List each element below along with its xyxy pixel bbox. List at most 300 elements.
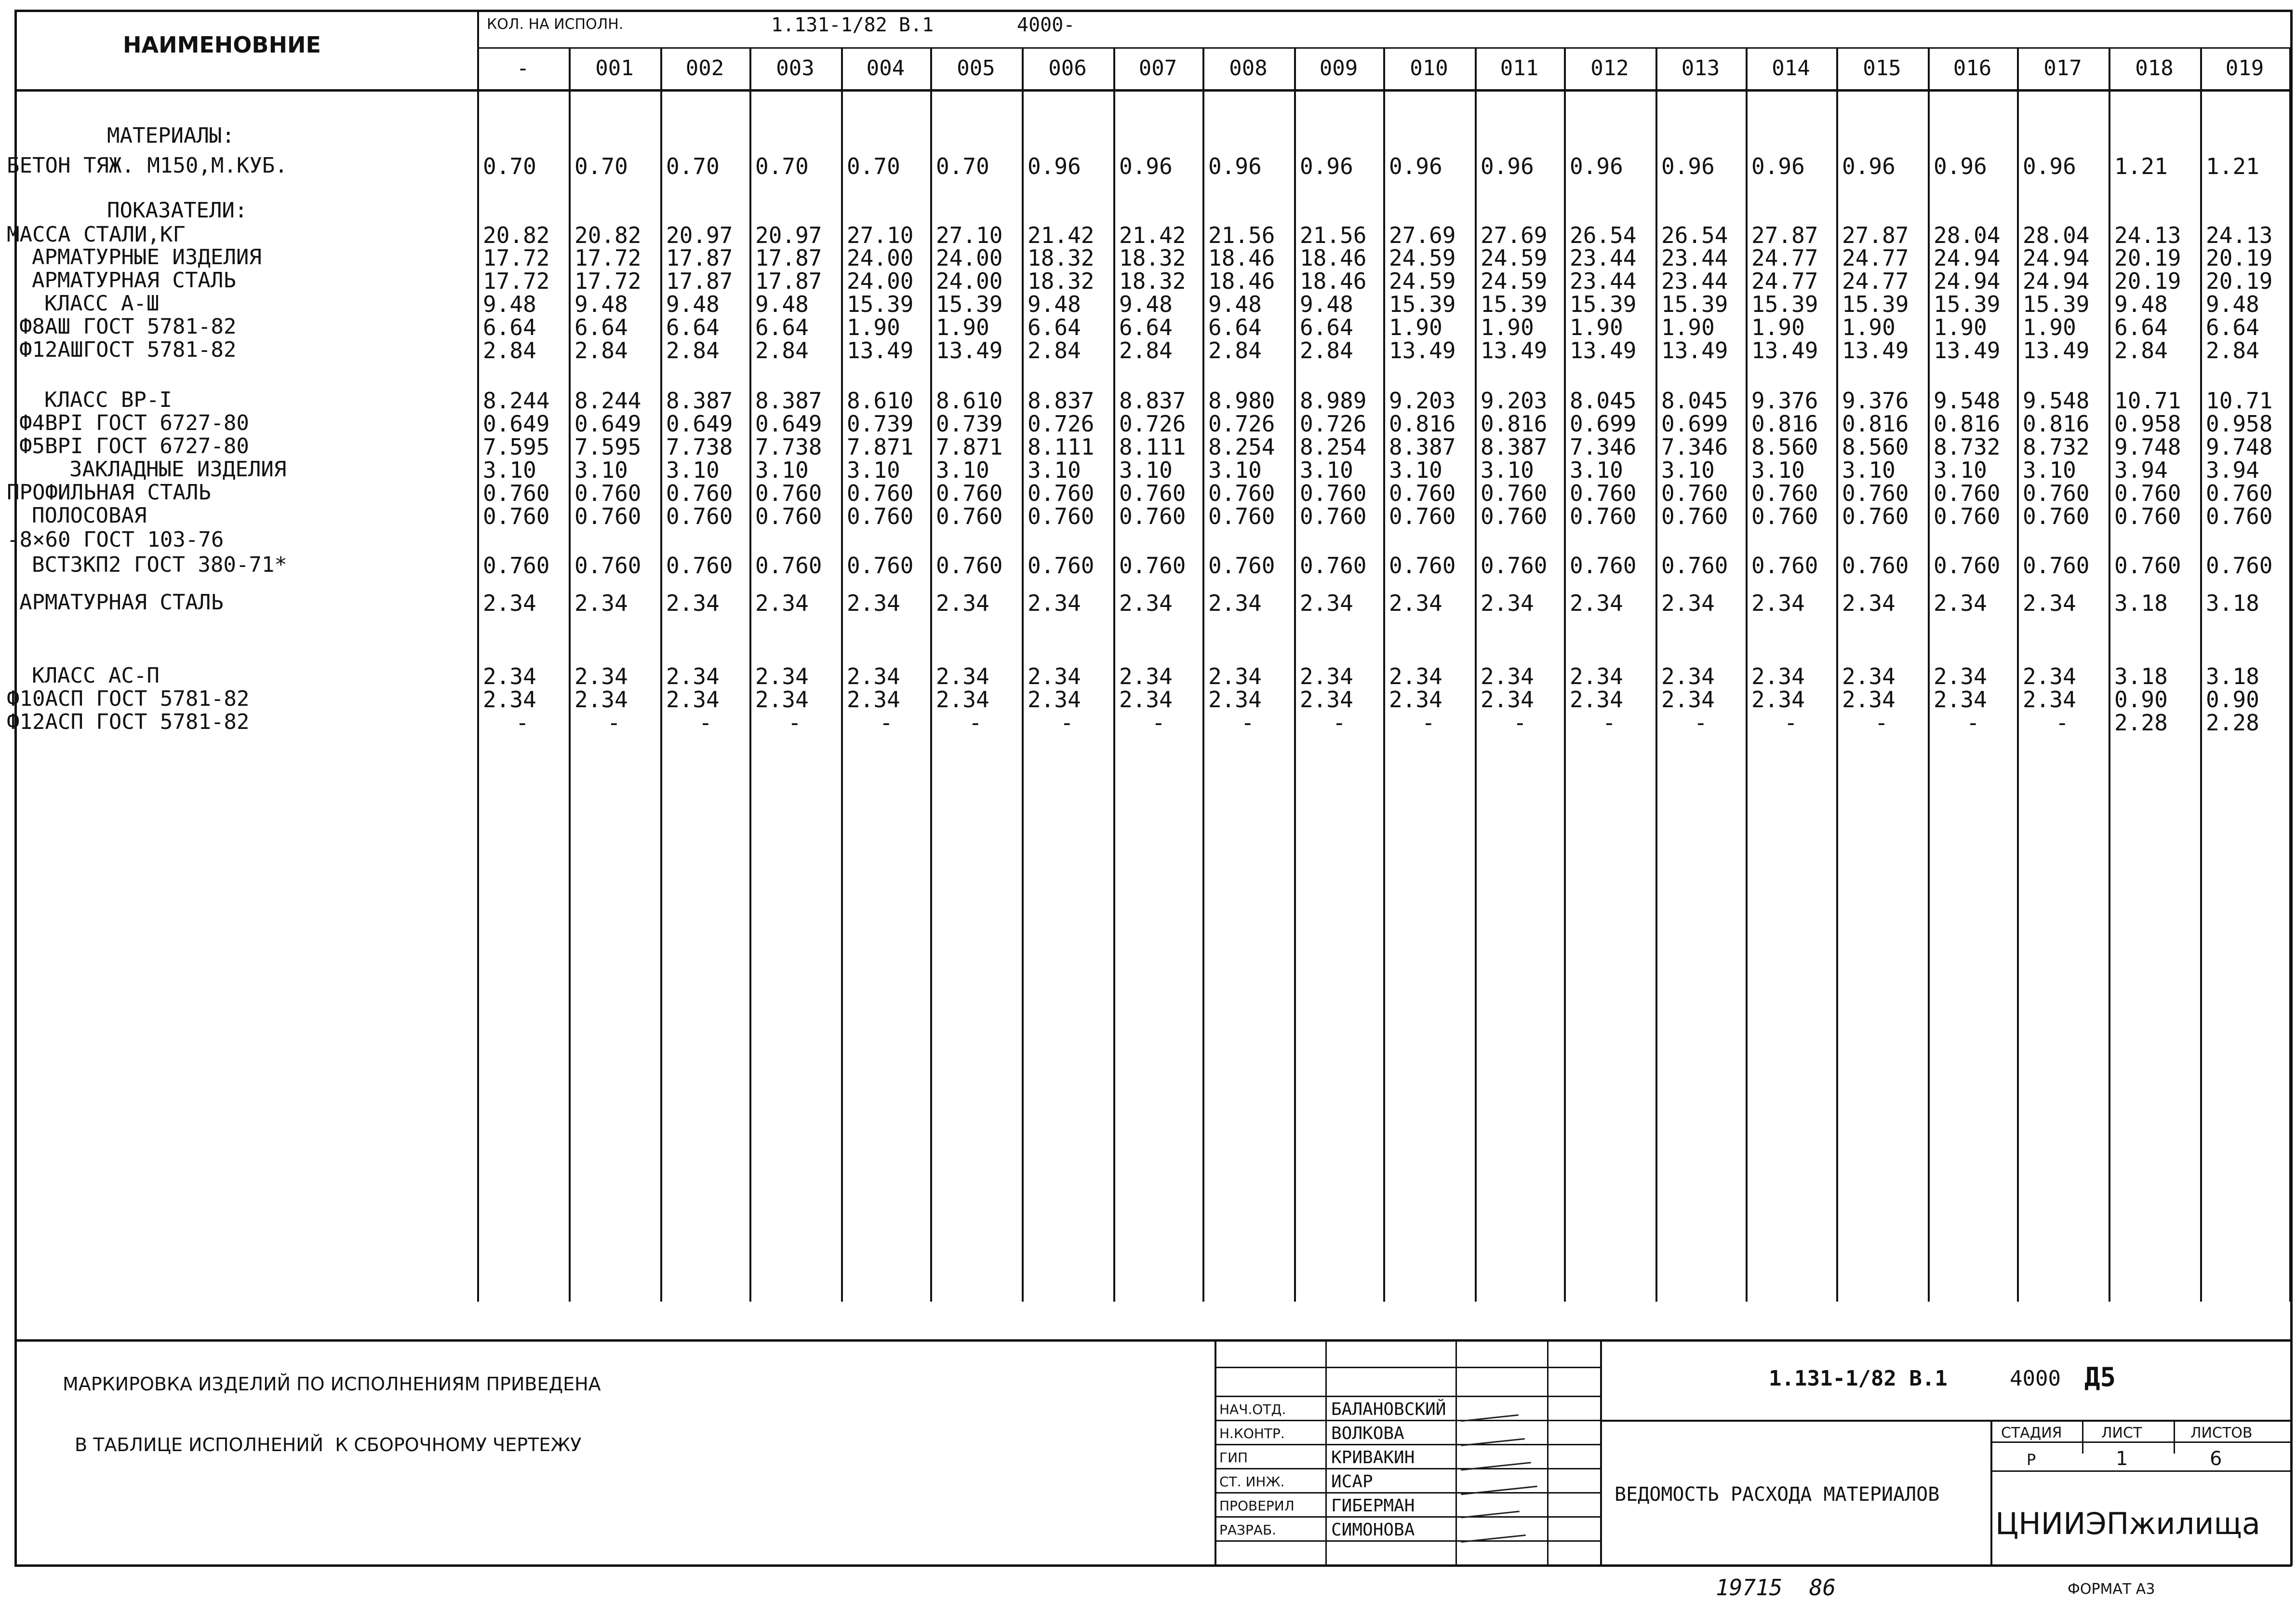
value-cell: 8.837 <box>1028 388 1095 414</box>
row-label: АРМАТУРНАЯ СТАЛЬ <box>32 268 236 293</box>
value-cell: 18.46 <box>1300 268 1367 294</box>
value-cell: 8.387 <box>1481 434 1548 460</box>
value-cell: 0.760 <box>1028 552 1095 579</box>
value-cell: 2.28 <box>2114 710 2168 736</box>
value-cell: 17.72 <box>574 245 641 271</box>
value-cell: 8.732 <box>1934 434 2001 460</box>
value-cell: 2.34 <box>847 590 900 616</box>
value-cell: 0.760 <box>483 552 550 579</box>
value-cell: 0.96 <box>1751 153 1805 179</box>
column-rule <box>2200 47 2202 1302</box>
value-cell: 3.10 <box>1208 457 1262 483</box>
value-cell: 0.760 <box>755 503 822 529</box>
value-cell: 17.87 <box>755 245 822 271</box>
value-cell: 26.54 <box>1661 222 1728 248</box>
value-cell: 10.71 <box>2114 388 2181 414</box>
value-cell: 0.816 <box>1934 411 2001 437</box>
name-column-header: НАИМЕНОВНИЕ <box>123 32 321 58</box>
value-cell: 3.94 <box>2206 457 2259 483</box>
value-cell: 0.958 <box>2114 411 2181 437</box>
value-cell: 24.77 <box>1751 268 1818 294</box>
value-cell: 2.34 <box>847 663 900 689</box>
value-cell: 3.10 <box>1842 457 1896 483</box>
value-cell: 0.760 <box>483 480 550 506</box>
value-cell: 2.84 <box>1028 337 1081 363</box>
value-cell: 17.72 <box>483 268 550 294</box>
value-cell: 8.111 <box>1028 434 1095 460</box>
value-cell: 3.10 <box>1661 457 1715 483</box>
value-cell: 0.760 <box>2206 480 2273 506</box>
row-label: Ф4ВРI ГОСТ 6727-80 <box>19 411 249 435</box>
column-header-16: 016 <box>1953 56 1992 81</box>
value-cell: 0.760 <box>1208 552 1275 579</box>
column-header-19: 019 <box>2225 56 2264 81</box>
value-cell: 0.649 <box>483 411 550 437</box>
format-label: ФОРМАТ А3 <box>2068 1581 2155 1598</box>
column-header-1: 001 <box>595 56 634 81</box>
value-cell: 0.760 <box>755 480 822 506</box>
row-label: ПОЛОСОВАЯ <box>32 503 147 528</box>
value-cell: 2.84 <box>574 337 628 363</box>
stamp-doc-code: 1.131-1/82 В.1 <box>1769 1366 1948 1391</box>
value-cell: 2.34 <box>936 687 989 713</box>
value-cell: 0.649 <box>574 411 641 437</box>
value-cell: 0.760 <box>1751 552 1818 579</box>
column-rule <box>749 47 751 1302</box>
value-cell: 7.595 <box>574 434 641 460</box>
value-cell: 21.56 <box>1208 222 1275 248</box>
value-cell: 0.760 <box>1208 480 1275 506</box>
stamp-doc-num: 4000 <box>2010 1366 2061 1391</box>
value-cell: 2.34 <box>1481 687 1534 713</box>
stamp-title: ВЕДОМОСТЬ РАСХОДА МАТЕРИАЛОВ <box>1615 1483 1940 1506</box>
value-cell: 0.760 <box>1934 480 2001 506</box>
value-cell: 2.34 <box>1300 687 1353 713</box>
value-cell: 24.00 <box>936 268 1003 294</box>
value-cell: 0.760 <box>1119 503 1186 529</box>
value-cell: 21.42 <box>1119 222 1186 248</box>
value-cell: 24.59 <box>1481 268 1548 294</box>
value-cell: 24.00 <box>936 245 1003 271</box>
value-cell: 1.21 <box>2114 153 2168 179</box>
value-cell: 8.387 <box>755 388 822 414</box>
value-cell: 24.77 <box>1751 245 1818 271</box>
value-cell: 18.46 <box>1208 245 1275 271</box>
value-cell: 2.34 <box>936 590 989 616</box>
value-cell: 17.87 <box>666 268 733 294</box>
column-rule <box>1294 47 1296 1302</box>
value-cell: 2.84 <box>1208 337 1262 363</box>
value-cell: - <box>1694 710 1708 736</box>
value-cell: 0.96 <box>1481 153 1534 179</box>
sheet-label: ЛИСТ <box>2101 1425 2142 1441</box>
column-rule <box>1202 47 1204 1302</box>
value-cell: 13.49 <box>1570 337 1637 363</box>
value-cell: 0.649 <box>755 411 822 437</box>
value-cell: 0.760 <box>1751 503 1818 529</box>
value-cell: 15.39 <box>1661 291 1728 317</box>
value-cell: 1.90 <box>1389 314 1442 340</box>
value-cell: 0.760 <box>936 480 1003 506</box>
value-cell: 0.760 <box>1028 480 1095 506</box>
column-rule <box>1475 47 1477 1302</box>
value-cell: 2.34 <box>1028 687 1081 713</box>
value-cell: 6.64 <box>2206 314 2259 340</box>
value-cell: 2.34 <box>1661 687 1715 713</box>
value-cell: 2.34 <box>483 687 536 713</box>
value-cell: 21.56 <box>1300 222 1367 248</box>
column-rule <box>841 47 843 1302</box>
value-cell: 0.96 <box>2023 153 2076 179</box>
value-cell: 2.34 <box>847 687 900 713</box>
value-cell: 1.90 <box>1934 314 1987 340</box>
value-cell: 2.34 <box>755 687 809 713</box>
value-cell: 8.244 <box>483 388 550 414</box>
value-cell: 0.96 <box>1028 153 1081 179</box>
value-cell: 8.610 <box>847 388 914 414</box>
value-cell: 9.748 <box>2206 434 2273 460</box>
value-cell: - <box>1333 710 1346 736</box>
value-cell: 2.34 <box>1570 663 1623 689</box>
value-cell: 8.254 <box>1300 434 1367 460</box>
value-cell: 2.34 <box>1389 663 1442 689</box>
value-cell: 2.84 <box>1119 337 1173 363</box>
value-cell: 2.34 <box>574 590 628 616</box>
value-cell: 9.48 <box>1119 291 1173 317</box>
value-cell: 0.760 <box>1842 480 1909 506</box>
value-cell: 0.816 <box>1842 411 1909 437</box>
value-cell: 27.10 <box>847 222 914 248</box>
value-cell: 8.045 <box>1570 388 1637 414</box>
value-cell: 2.34 <box>1028 590 1081 616</box>
value-cell: 0.816 <box>1481 411 1548 437</box>
value-cell: 23.44 <box>1661 268 1728 294</box>
value-cell: 3.10 <box>936 457 989 483</box>
value-cell: 8.111 <box>1119 434 1186 460</box>
value-cell: 0.96 <box>1300 153 1353 179</box>
value-cell: 0.760 <box>1028 503 1095 529</box>
stamp-doc-suffix: Д5 <box>2084 1362 2116 1392</box>
value-cell: 2.34 <box>1661 590 1715 616</box>
column-rule <box>1113 47 1115 1302</box>
value-cell: 13.49 <box>936 337 1003 363</box>
row-label: КЛАСС АС-П <box>32 663 160 688</box>
value-cell: 0.726 <box>1300 411 1367 437</box>
value-cell: 8.560 <box>1751 434 1818 460</box>
value-cell: 17.72 <box>483 245 550 271</box>
header-doc-series: 4000- <box>1017 14 1075 36</box>
value-cell: - <box>1152 710 1165 736</box>
value-cell: - <box>788 710 801 736</box>
value-cell: 15.39 <box>2023 291 2090 317</box>
stamp-row-rule <box>1600 1420 2292 1422</box>
value-cell: 17.87 <box>666 245 733 271</box>
value-cell: 20.82 <box>574 222 641 248</box>
value-cell: 2.34 <box>1570 590 1623 616</box>
value-cell: 2.34 <box>483 590 536 616</box>
sheets-label: ЛИСТОВ <box>2190 1425 2253 1441</box>
value-cell: 0.760 <box>1661 503 1728 529</box>
value-cell: 0.760 <box>1481 552 1548 579</box>
value-cell: 13.49 <box>847 337 914 363</box>
value-cell: 6.64 <box>2114 314 2168 340</box>
qty-label: КОЛ. НА ИСПОЛН. <box>487 16 624 33</box>
value-cell: 6.64 <box>1208 314 1262 340</box>
value-cell: 2.34 <box>1934 687 1987 713</box>
value-cell: 2.34 <box>1389 590 1442 616</box>
value-cell: 1.90 <box>936 314 989 340</box>
row-label: Ф12АСП ГОСТ 5781-82 <box>7 710 250 734</box>
value-cell: 2.34 <box>574 663 628 689</box>
value-cell: 28.04 <box>1934 222 2001 248</box>
value-cell: - <box>1422 710 1435 736</box>
value-cell: 24.77 <box>1842 245 1909 271</box>
value-cell: 2.34 <box>666 687 720 713</box>
value-cell: 8.045 <box>1661 388 1728 414</box>
signature <box>1460 1405 1519 1422</box>
value-cell: 24.94 <box>1934 268 2001 294</box>
value-cell: - <box>607 710 621 736</box>
value-cell: 0.760 <box>2114 552 2181 579</box>
value-cell: 2.34 <box>1934 590 1987 616</box>
row-label: ПОКАЗАТЕЛИ: <box>107 198 248 223</box>
column-header-7: 007 <box>1138 56 1177 81</box>
value-cell: 2.34 <box>483 663 536 689</box>
value-cell: 0.699 <box>1661 411 1728 437</box>
value-cell: 0.760 <box>1481 480 1548 506</box>
value-cell: 9.203 <box>1389 388 1456 414</box>
value-cell: 3.10 <box>2023 457 2076 483</box>
stage-value: Р <box>2027 1451 2036 1469</box>
value-cell: - <box>1966 710 1980 736</box>
value-cell: 2.34 <box>1481 663 1534 689</box>
value-cell: 9.48 <box>666 291 720 317</box>
column-header-15: 015 <box>1863 56 1901 81</box>
stamp-row-rule <box>1215 1492 1600 1494</box>
value-cell: 2.34 <box>1389 687 1442 713</box>
value-cell: 8.387 <box>666 388 733 414</box>
value-cell: 0.816 <box>2023 411 2090 437</box>
value-cell: 0.760 <box>936 503 1003 529</box>
stamp-row-rule <box>1215 1367 1600 1368</box>
value-cell: 0.760 <box>1389 480 1456 506</box>
value-cell: 3.10 <box>1300 457 1353 483</box>
value-cell: 7.738 <box>755 434 822 460</box>
value-cell: 28.04 <box>2023 222 2090 248</box>
value-cell: 13.49 <box>1389 337 1456 363</box>
value-cell: 0.760 <box>1208 503 1275 529</box>
value-cell: 9.48 <box>1028 291 1081 317</box>
value-cell: 3.18 <box>2206 663 2259 689</box>
value-cell: 2.34 <box>1481 590 1534 616</box>
value-cell: 0.649 <box>666 411 733 437</box>
signature <box>1460 1501 1520 1519</box>
value-cell: 2.34 <box>1934 663 1987 689</box>
stamp-rule <box>1325 1339 1327 1566</box>
value-cell: 2.34 <box>1208 687 1262 713</box>
value-cell: 0.760 <box>2023 503 2090 529</box>
value-cell: 0.726 <box>1119 411 1186 437</box>
value-cell: 8.254 <box>1208 434 1275 460</box>
value-cell: 0.760 <box>1119 480 1186 506</box>
value-cell: 2.34 <box>1119 590 1173 616</box>
stamp-rule <box>2174 1420 2175 1454</box>
value-cell: 0.96 <box>1570 153 1623 179</box>
value-cell: 0.70 <box>666 153 720 179</box>
value-cell: 13.49 <box>1751 337 1818 363</box>
value-cell: 0.760 <box>574 552 641 579</box>
value-cell: 6.64 <box>574 314 628 340</box>
value-cell: 7.738 <box>666 434 733 460</box>
value-cell: 0.70 <box>755 153 809 179</box>
column-rule <box>569 47 571 1302</box>
value-cell: 18.32 <box>1119 245 1186 271</box>
stamp-row-rule <box>1215 1540 1600 1542</box>
row-label: -8×60 ГОСТ 103-76 <box>7 527 224 552</box>
value-cell: 2.84 <box>2114 337 2168 363</box>
column-header-0: - <box>516 56 530 81</box>
value-cell: 2.34 <box>1208 663 1262 689</box>
value-cell: 15.39 <box>936 291 1003 317</box>
value-cell: 2.34 <box>2023 687 2076 713</box>
column-rule <box>930 47 932 1302</box>
value-cell: 13.49 <box>1481 337 1548 363</box>
value-cell: - <box>1875 710 1888 736</box>
value-cell: 2.34 <box>1119 663 1173 689</box>
row-label: МАССА СТАЛИ,КГ <box>7 222 186 247</box>
row-label: КЛАСС А-Ш <box>44 291 160 316</box>
value-cell: 15.39 <box>1389 291 1456 317</box>
value-cell: 2.34 <box>755 663 809 689</box>
value-cell: 24.00 <box>847 268 914 294</box>
value-cell: 9.548 <box>2023 388 2090 414</box>
value-cell: 2.34 <box>1661 663 1715 689</box>
value-cell: 18.32 <box>1119 268 1186 294</box>
value-cell: 2.84 <box>2206 337 2259 363</box>
value-cell: 0.760 <box>1300 552 1367 579</box>
value-cell: 9.48 <box>1300 291 1353 317</box>
value-cell: 13.49 <box>1661 337 1728 363</box>
value-cell: 0.760 <box>755 552 822 579</box>
value-cell: 3.10 <box>574 457 628 483</box>
value-cell: 6.64 <box>1119 314 1173 340</box>
value-cell: - <box>1241 710 1255 736</box>
value-cell: 0.958 <box>2206 411 2273 437</box>
stamp-role: СТ. ИНЖ. <box>1219 1474 1285 1490</box>
value-cell: 0.96 <box>1842 153 1896 179</box>
value-cell: 3.10 <box>1389 457 1442 483</box>
value-cell: 24.59 <box>1389 268 1456 294</box>
value-cell: 9.376 <box>1842 388 1909 414</box>
value-cell: 2.34 <box>1028 663 1081 689</box>
row-label: Ф12АШГОСТ 5781-82 <box>19 337 237 362</box>
value-cell: 15.39 <box>847 291 914 317</box>
value-cell: 0.760 <box>2023 480 2090 506</box>
value-cell: 3.10 <box>1751 457 1805 483</box>
value-cell: 1.90 <box>1570 314 1623 340</box>
column-rule <box>1655 47 1657 1302</box>
value-cell: 0.760 <box>574 503 641 529</box>
value-cell: 0.760 <box>2114 503 2181 529</box>
column-header-5: 005 <box>957 56 995 81</box>
column-header-17: 017 <box>2043 56 2082 81</box>
value-cell: 0.760 <box>483 503 550 529</box>
value-cell: 0.96 <box>1389 153 1442 179</box>
column-header-2: 002 <box>685 56 724 81</box>
row-label: Ф5ВРI ГОСТ 6727-80 <box>19 434 249 458</box>
value-cell: 18.32 <box>1028 245 1095 271</box>
value-cell: 0.760 <box>1119 552 1186 579</box>
value-cell: 0.760 <box>1842 552 1909 579</box>
value-cell: 2.84 <box>483 337 536 363</box>
value-cell: 8.244 <box>574 388 641 414</box>
value-cell: 2.34 <box>2023 590 2076 616</box>
value-cell: 2.34 <box>1300 663 1353 689</box>
value-cell: 0.760 <box>1661 552 1728 579</box>
value-cell: 7.871 <box>847 434 914 460</box>
value-cell: 0.816 <box>1751 411 1818 437</box>
column-rule <box>1746 47 1748 1302</box>
value-cell: 2.34 <box>666 663 720 689</box>
value-cell: 0.739 <box>847 411 914 437</box>
stamp-role: Н.КОНТР. <box>1219 1426 1285 1441</box>
column-header-8: 008 <box>1229 56 1268 81</box>
stamp-rule <box>1600 1339 1602 1566</box>
value-cell: 3.10 <box>1570 457 1623 483</box>
value-cell: 3.10 <box>1028 457 1081 483</box>
value-cell: 8.837 <box>1119 388 1186 414</box>
value-cell: 1.21 <box>2206 153 2259 179</box>
value-cell: 24.94 <box>1934 245 2001 271</box>
value-cell: 27.69 <box>1389 222 1456 248</box>
stamp-row-rule <box>1215 1468 1600 1469</box>
value-cell: - <box>1784 710 1798 736</box>
value-cell: 27.87 <box>1842 222 1909 248</box>
header-doc-code: 1.131-1/82 В.1 <box>771 14 934 36</box>
value-cell: 20.97 <box>666 222 733 248</box>
value-cell: 2.34 <box>666 590 720 616</box>
value-cell: 2.84 <box>666 337 720 363</box>
value-cell: 6.64 <box>1300 314 1353 340</box>
column-rule <box>1383 47 1385 1302</box>
value-cell: 0.726 <box>1208 411 1275 437</box>
value-cell: 8.610 <box>936 388 1003 414</box>
stamp-rule <box>1547 1339 1548 1566</box>
stamp-role: НАЧ.ОТД. <box>1219 1401 1286 1417</box>
value-cell: 0.96 <box>1208 153 1262 179</box>
value-cell: - <box>1513 710 1527 736</box>
stamp-name: КРИВАКИН <box>1331 1448 1415 1467</box>
value-cell: 0.760 <box>1661 480 1728 506</box>
column-rule <box>2109 47 2110 1302</box>
value-cell: 27.10 <box>936 222 1003 248</box>
value-cell: 18.32 <box>1028 268 1095 294</box>
value-cell: 7.595 <box>483 434 550 460</box>
row-label: ЗАКЛАДНЫЕ ИЗДЕЛИЯ <box>69 457 287 482</box>
value-cell: 3.10 <box>666 457 720 483</box>
column-header-9: 009 <box>1319 56 1358 81</box>
value-cell: 0.760 <box>847 503 914 529</box>
value-cell: 7.346 <box>1661 434 1728 460</box>
value-cell: 2.84 <box>755 337 809 363</box>
value-cell: 15.39 <box>1481 291 1548 317</box>
value-cell: 6.64 <box>666 314 720 340</box>
stamp-row-rule <box>1215 1420 1600 1421</box>
value-cell: 9.48 <box>1208 291 1262 317</box>
column-rule <box>1928 47 1930 1302</box>
value-cell: 2.34 <box>1842 663 1896 689</box>
value-cell: 17.72 <box>574 268 641 294</box>
